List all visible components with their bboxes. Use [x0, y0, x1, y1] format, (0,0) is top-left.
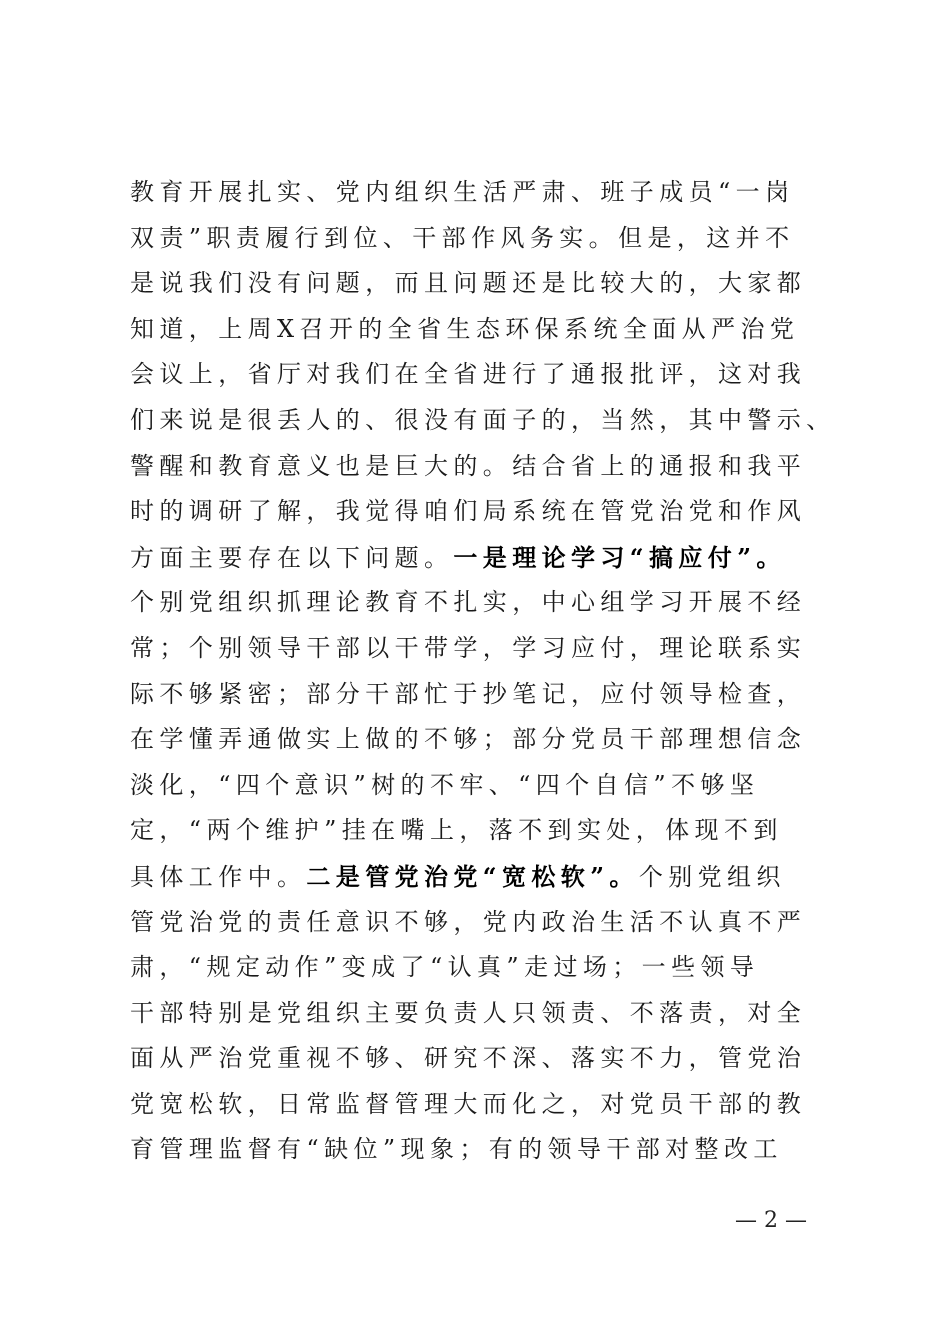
text-line: 双责”职责履行到位、干部作风务实。但是，这并不 — [130, 223, 795, 252]
text-line: 肃，“规定动作”变成了“认真”走过场；一些领导 — [130, 953, 760, 982]
text-line: 会议上，省厅对我们在全省进行了通报批评，这对我 — [130, 360, 807, 389]
text-line: 定，“两个维护”挂在嘴上，落不到实处，体现不到 — [130, 816, 783, 845]
text-line: 淡化，“四个意识”树的不牢、“四个自信”不够坚 — [130, 770, 760, 799]
text-line: 党宽松软，日常监督管理大而化之，对党员干部的教 — [130, 1089, 807, 1118]
text-line: 育管理监督有“缺位”现象；有的领导干部对整改工 — [130, 1135, 783, 1164]
page-number: — 2 — — [735, 1208, 807, 1233]
text-line: 们来说是很丢人的、很没有面子的，当然，其中警示、 — [130, 405, 836, 434]
text-line: 具体工作中。二是管党治党“宽松软”。个别党组织 — [130, 861, 786, 891]
text-line: 际不够紧密；部分干部忙于抄笔记，应付领导检查， — [130, 679, 807, 708]
text-line: 是说我们没有问题，而且问题还是比较大的，大家都 — [130, 269, 807, 298]
text-line: 管党治党的责任意识不够，党内政治生活不认真不严 — [130, 907, 807, 936]
text-line: 时的调研了解，我觉得咱们局系统在管党治党和作风 — [130, 497, 807, 526]
text-line: 警醒和教育意义也是巨大的。结合省上的通报和我平 — [130, 451, 807, 480]
text-line: 知道，上周X召开的全省生态环保系统全面从严治党 — [130, 314, 800, 343]
text-line: 个别党组织抓理论教育不扎实，中心组学习开展不经 — [130, 588, 807, 617]
text-line: 在学懂弄通做实上做的不够；部分党员干部理想信念 — [130, 725, 807, 754]
text-line: 方面主要存在以下问题。一是理论学习“搞应付”。 — [130, 542, 786, 572]
text-line: 面从严治党重视不够、研究不深、落实不力，管党治 — [130, 1044, 807, 1073]
text-line: 教育开展扎实、党内组织生活严肃、班子成员“一岗 — [130, 178, 795, 206]
heading-point-two: 二是管党治党“宽松软”。 — [306, 861, 639, 891]
heading-point-one: 一是理论学习“搞应付”。 — [453, 542, 786, 572]
text-line: 常；个别领导干部以干带学，学习应付，理论联系实 — [130, 633, 807, 662]
body-paragraph — [130, 170, 850, 1173]
text-line: 干部特别是党组织主要负责人只领责、不落责，对全 — [130, 998, 807, 1027]
